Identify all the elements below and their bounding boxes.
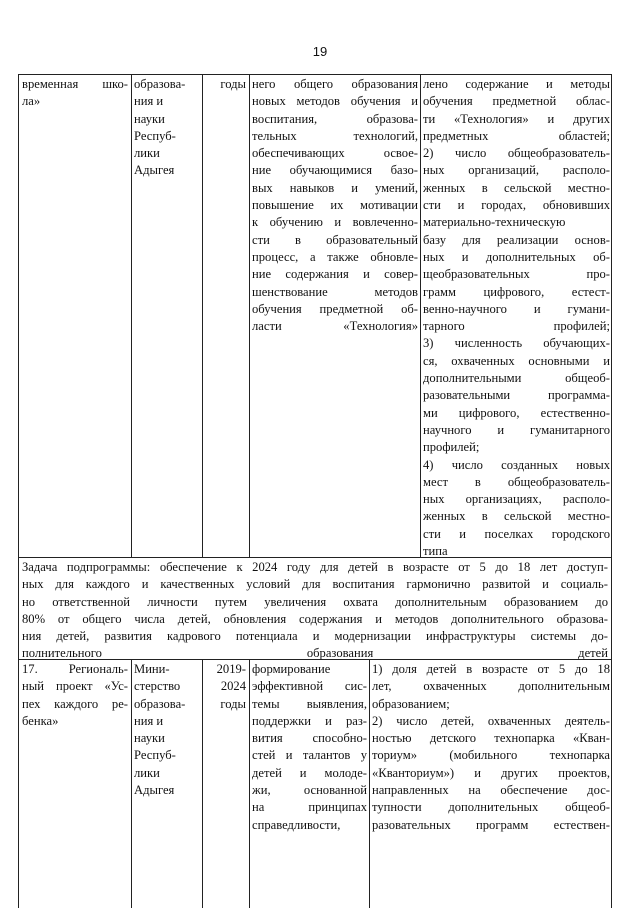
text-line: разовательными программа- — [423, 388, 610, 403]
page-number: 19 — [312, 44, 328, 59]
cell-project-name — [22, 661, 128, 730]
text-line: ние содержания и совер- — [252, 267, 418, 282]
col-divider-4b — [369, 659, 370, 908]
text-line: 2) число детей, охваченных деятель- — [372, 713, 610, 728]
text-line: новых методов обучения и — [252, 94, 418, 109]
text-line: научного и гуманитарного — [423, 422, 610, 437]
col-divider-1 — [131, 74, 132, 557]
col-divider-2 — [202, 74, 203, 557]
text-line: сти и поселках городского — [423, 526, 610, 541]
text-line: науки — [134, 731, 165, 746]
text-line: грамм цифрового, естест- — [423, 284, 610, 299]
text-line: полнительного образования детей — [22, 646, 608, 661]
text-line: ных организациях, располо- — [423, 492, 610, 507]
cell-indicators-cont — [423, 76, 610, 560]
text-line: него общего образования — [252, 77, 418, 91]
text-line: пех каждого ре- — [22, 696, 128, 711]
text-line: женных в сельской местно- — [423, 509, 610, 524]
text-line: ных для каждого и качественных условий для воспитания гармонично развитой и социаль- — [22, 577, 608, 592]
text-line: обеспечивающих освое- — [252, 146, 418, 161]
text-line: дополнительными общеоб- — [423, 371, 610, 386]
text-line: стей и талантов у — [252, 748, 367, 763]
text-line: ние обучающимися базо- — [252, 163, 418, 178]
text-line: лики — [134, 765, 160, 780]
text-line: обучения предметной облас- — [423, 94, 610, 109]
text-line: 17. Региональ- — [22, 662, 128, 676]
text-line: образова- — [134, 77, 186, 91]
text-line: лено содержание и методы — [423, 77, 610, 91]
col-divider-2b — [202, 659, 203, 908]
text-line: лет, охваченных дополнительным — [372, 679, 610, 694]
text-line: венно-научного и гумани- — [423, 301, 610, 316]
cell-period-cont — [205, 76, 246, 93]
text-line: Адыгея — [134, 783, 175, 798]
text-line: к обучению и вовлеченно- — [252, 215, 418, 230]
text-line: ния детей, развития кадрового потенциала и модернизации инфраструктуры системы до- — [22, 629, 608, 644]
col-divider-3b — [249, 659, 250, 908]
text-line: эффективной сис- — [252, 679, 367, 694]
text-line: ностью детского технопарка «Кван- — [372, 731, 610, 746]
cell-content-cont — [252, 76, 418, 335]
text-line: разовательных программ естествен- — [372, 817, 610, 832]
text-line: ся, охваченных основными и — [423, 353, 610, 368]
text-line: Респуб- — [134, 128, 176, 143]
text-line: 4) число созданных новых — [423, 457, 610, 472]
text-line: процесс, а также обновле- — [252, 249, 418, 264]
text-line: науки — [134, 111, 165, 126]
text-line: Респуб- — [134, 748, 176, 763]
text-line: вых навыков и умений, — [252, 180, 418, 195]
cell-program-name-cont — [22, 76, 128, 111]
text-line: женных в сельской местно- — [423, 180, 610, 195]
text-line: бенка» — [22, 713, 59, 728]
text-line: ла» — [22, 94, 41, 109]
text-line: детей и молоде- — [252, 765, 367, 780]
text-line: материально-техническую — [423, 215, 566, 230]
text-line: темы выявления, — [252, 696, 367, 711]
text-line: воспитания, образова- — [252, 111, 418, 126]
program-table — [18, 74, 612, 908]
text-line: направленных на обеспечение дос- — [372, 783, 610, 798]
text-line: поддержки и раз- — [252, 713, 367, 728]
text-line: 2019- — [216, 662, 246, 676]
text-line: жи, основанной — [252, 783, 367, 798]
text-line: сти и городах, обновивших — [423, 198, 610, 213]
text-line: годы — [220, 696, 246, 711]
text-line: 80% от общего числа детей, обновления содержания и методов дополнительного образова- — [22, 611, 608, 626]
text-line: образованием; — [372, 696, 450, 711]
cell-indicators — [372, 661, 610, 834]
text-line: лики — [134, 146, 160, 161]
text-line: временная шко- — [22, 77, 128, 91]
text-line: 3) численность обучающих- — [423, 336, 610, 351]
text-line: типа — [423, 544, 448, 559]
table-top-rule — [19, 74, 611, 75]
text-line: ных и дополнительных об- — [423, 249, 610, 264]
text-line: ния и — [134, 94, 164, 109]
text-line: повышение их мотивации — [252, 198, 418, 213]
text-line: сти в образовательный — [252, 232, 418, 247]
text-line: тельных технологий, — [252, 128, 418, 143]
cell-period — [205, 661, 246, 713]
text-line: 2) число общеобразователь- — [423, 146, 610, 161]
text-line: обучения предметной об- — [252, 301, 418, 316]
text-line: предметных областей; — [423, 128, 610, 143]
text-line: стерство — [134, 679, 181, 694]
text-line: «Кванториум») и других проектов, — [372, 765, 610, 780]
text-line: образова- — [134, 696, 186, 711]
text-line: Адыгея — [134, 163, 175, 178]
text-line: тарного профилей; — [423, 319, 610, 334]
text-line: ториум» (мобильного технопарка — [372, 748, 610, 763]
text-line: базу для реализации основ- — [423, 232, 610, 247]
col-divider-3 — [249, 74, 250, 557]
text-line: ный проект «Ус- — [22, 679, 128, 694]
text-line: ти «Технология» и других — [423, 111, 610, 126]
text-line: на принципах — [252, 800, 367, 815]
text-line: ния и — [134, 713, 164, 728]
text-line: шенствование методов — [252, 284, 418, 299]
text-line: справедливости, — [252, 817, 341, 832]
text-line: вития способно- — [252, 731, 367, 746]
text-line: мест в общеобразователь- — [423, 474, 610, 489]
text-line: 1) доля детей в возрасте от 5 до 18 — [372, 662, 610, 676]
text-line: ных организаций, располо- — [423, 163, 610, 178]
text-line: профилей; — [423, 440, 480, 455]
text-line: 2024 — [220, 679, 246, 694]
cell-executor-cont — [134, 76, 200, 180]
text-line: формирование — [252, 662, 331, 676]
text-line: тупности дополнительных общеоб- — [372, 800, 610, 815]
col-divider-1b — [131, 659, 132, 908]
text-line: ласти «Технология» — [252, 319, 418, 334]
text-line: Задача подпрограммы: обеспечение к 2024 году для детей в возрасте от 5 до 18 лет доступ- — [22, 560, 608, 574]
task-row-text — [22, 559, 608, 663]
col-divider-4 — [420, 74, 421, 557]
cell-executor — [134, 661, 200, 799]
text-line: Мини- — [134, 662, 170, 676]
text-line: годы — [220, 77, 246, 91]
text-line: но ответственной личности путем увеличения охвата дополнительным образованием до — [22, 594, 608, 609]
text-line: ми цифрового, естественно- — [423, 405, 610, 420]
text-line: щеобразовательных про- — [423, 267, 610, 282]
cell-content — [252, 661, 367, 834]
